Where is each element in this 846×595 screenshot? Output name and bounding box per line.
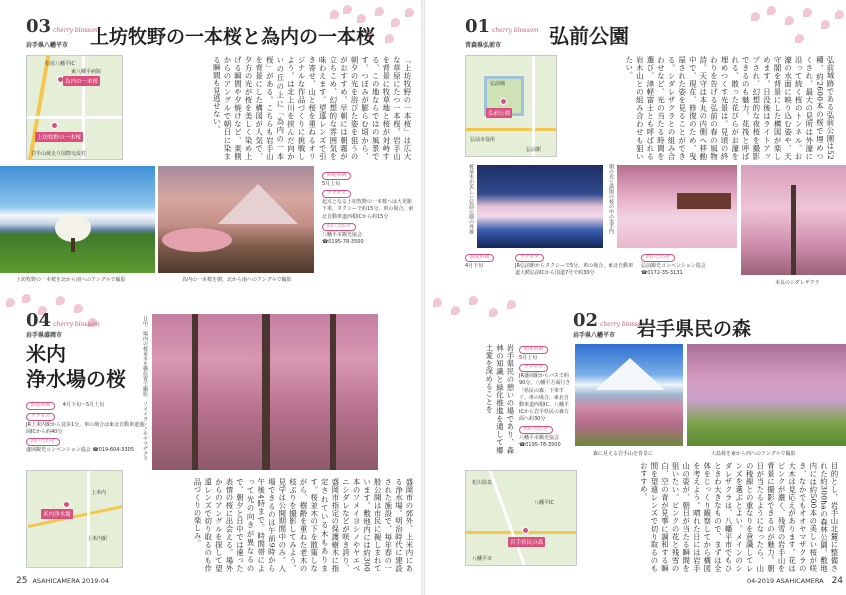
photo-oshima-cherry: [687, 344, 846, 446]
spot-body-text: 「上坊牧野の一本桜」は広大な草原にたつ一本桜。岩手山を背景に牧草地と桜が対峙する、この地ならではの風景です。つぼみが膨らむ頃から、朝夕の光を浴びた姿を狙うのがおすすめ。早朝には朝霧が立ちこめ、幻想的な雰囲気を味わえます。望遠レンズで引き寄せ、山と桜を重ねるオリジナルな作品づくりに挑戦しよう。は北上川を挟んだ向かいの丘の上に「為内の一本桜」がある。こちらも岩手山を背景にした構図が人気で、夕方の光が桜を美しく染め上げる瞬間や夕焼けなど、東側からのアングルで朝日に染まる瞬間も見逃せない。: [212, 56, 412, 160]
spot-body-text: 盛岡市の郊外、上米内にある浄水場。明治時代に建設された施設で、毎年春の一般公開は市民に親しまれています。敷地内には約300本のソメイヨシノやヤエベニシダレなどが咲き誇り、盛岡市指定の保護樹木に指定されている木もあります。桜並木の下を散策しながら、樹齢を重ねた老木の枝ぶりを撮影してみよう。見学は公開期間中のみ。入場できるのは午前9時から午後4時まで。時間帯によって光の向きが異なるので、朝夕と日中では違った表情の桜に出会える。場外からのアングルを探して望遠レンズで切り取るのも作品づくりの楽しみ。: [193, 478, 414, 572]
spot-title: 上坊牧野の一本桜と為内の一本桜: [90, 26, 376, 48]
spot-title: 米内 浄水場の桜: [26, 342, 126, 391]
photo-mountain-cherry: [575, 344, 683, 446]
contact-badge: 問い合わせ: [641, 254, 675, 262]
left-page: [0, 0, 421, 595]
spot-number: 03 cherry blossom: [26, 16, 100, 37]
location-pin-icon: [522, 527, 529, 534]
map-tag: 弘前公園: [486, 108, 512, 118]
photo-caption: 上坊牧野の一本桜を北から南へのアングルで撮影: [16, 277, 126, 283]
photo-weeping-cherry: [741, 165, 846, 275]
location-pin-icon: [63, 501, 70, 508]
photo-tree-morning-mist: [158, 166, 314, 273]
cherry-blossom-decoration-icon: [745, 2, 845, 52]
access-badge: アクセス: [519, 364, 548, 372]
map-tag: 上坊牧野の一本桜: [35, 132, 83, 142]
access-badge: アクセス: [515, 254, 544, 262]
map-tag: 為内の一本桜: [63, 76, 100, 86]
spot-title: 岩手県民の森: [637, 318, 752, 340]
info-box: 開花時期 4月下旬～5月上旬 アクセス JR上米内駅から徒歩1分。車の場合は東北自動車道盛岡ICから約40分 問い合わせ 盛岡観光コンベンション協会 ☎019-604-3305: [26, 402, 145, 454]
spot-number: 01 cherry blossom: [465, 16, 539, 37]
photo-caption: 桜並木が美しい弘前公園の外濠: [468, 164, 474, 234]
access-badge: アクセス: [322, 190, 351, 198]
photo-caption: 森に見える岩手山を背景に: [593, 451, 654, 457]
bloom-badge: 開花時期: [519, 346, 548, 354]
info-box: 開花時期 5月上旬 アクセス JR盛岡駅からバスで約90分。八幡平方面行き「県民の森」下車すぐ。車の場合、東北自動車道西根IC、八幡平ICから岩手県民の森方面へ約30分 問い合わせ 八幡平市観光協会 ☎0195-78-3500: [519, 347, 571, 448]
spot-body-text: 目的とし、岩手山北麓に整備された約300haの森林公園。敷地内には約500本の美しい桜が咲き、なかでもオオヤマザクラの大木は見応えがあります。花はピンクが濃く、残雪の岩手山を背景に撮影できるのが魅力。朝日が当たるようになったら、山の稜線との重なりを意識してレンズを選ぶとよい。メインのシダレザクラは、八幡平市でもひときわ大きなもので、まずは全体をじっくり観察してから構図を考えよう。晴れた日には岩手山の姿が、朝日が当たる瞬間を狙いたい。ピンクの花と残雪の白、空の青が見事に調和する瞬間を望遠レンズで切り取るのもおすすめ。: [639, 462, 839, 572]
photo-gate-cherry: [617, 165, 737, 248]
area-map: 松尾八幡平IC 東八幡平病院 為内の一本桜 上坊牧野の一本桜 岩手山焼走り国際交流村: [26, 55, 123, 160]
map-tag: 米内浄水場: [41, 509, 73, 519]
spot-place: 青森県弘前市: [465, 42, 502, 49]
bloom-badge: 開花時期: [26, 402, 55, 410]
area-map: 米内浄水場 上米内 上米内駅: [26, 470, 123, 568]
bloom-badge: 開花時期: [465, 254, 494, 262]
page-folio: 04-2019 ASAHICAMERA 24: [747, 576, 844, 586]
spot-lead-text: 岩手県民の憩いの場であり、森林の知識と緑化推進を通して郷土愛を深めることを: [484, 344, 515, 454]
access-badge: アクセス: [26, 413, 55, 421]
photo-moat-cherry-trees: [477, 165, 603, 248]
cherry-blossom-decoration-icon: [427, 294, 527, 334]
photo-caption: 本丸のシダレザクラ: [775, 280, 820, 286]
spot-place: 岩手県八幡平市: [26, 42, 69, 49]
spot-number: 04 cherry blossom: [26, 310, 100, 331]
spot-place: 岩手県八幡平市: [573, 332, 616, 339]
contact-badge: 問い合わせ: [322, 223, 356, 231]
page-folio: 25 ASAHICAMERA 2019-04: [16, 576, 110, 586]
spot-title: 弘前公園: [549, 24, 629, 48]
spot-number: 02 cherry blossom: [573, 310, 647, 331]
photo-tree-with-mountain: [0, 166, 155, 273]
area-map: 弘前城 弘前公園 弘前市役所 弘前駅: [465, 55, 557, 157]
bloom-badge: 開花時期: [322, 172, 351, 180]
location-pin-icon: [500, 98, 507, 105]
contact-badge: 問い合わせ: [519, 426, 553, 434]
info-box: 開花時期 5月上旬 アクセス 起点となる上坊牧野の一本桜へは大更駅下車、タクシーで約15分。車の場合、東北自動車道西根ICから約15分 問い合わせ 八幡平市観光協会 ☎0195-78-3500: [322, 173, 414, 246]
photo-cherry-avenue: [152, 314, 378, 470]
spot-place: 岩手県盛岡市: [26, 332, 63, 339]
area-map: 松川温泉 八幡平IC 岩手県民の森 八幡平市: [465, 470, 577, 566]
photo-caption: 大島桜を東から西へのアングルで撮影: [711, 451, 796, 457]
right-page: 01 cherry blossom 青森県弘前市 弘前公園 弘前城 弘前公園 弘前市役所 弘前駅 弘前城跡である弘前公園は52種、約2600本の桜で埋めつくされ、最大の見所は外濠に沿って続く桜のトンネル。お濠の水面に映り込む姿や、天守閣を背景にした構図が楽しめます。日没後はライトアップされ、幻想的な夜桜を撮影できるのも魅力。花筏と呼ばれる、散った花びらがお濠を埋めつくす光景は、見頃の終わりを告げる弘前の春の風物詩。天守は本丸の内側へ移動中で、現在、修復のため、曳屋された姿を見ることができる。シダレザクラとの組み合わせなど、光の当たる時間を選び、津軽富士とも呼ばれる岩木山との組み合わせも狙いたい。 桜並木が美しい弘前公園の外濠 朝の光と満開の桜の中の追手門 本丸のシダレザクラ 開花時期 4月下旬 アクセス JR弘前駅からタクシーで5分。車の場合、東北自動車道大鰐弘前ICから国道7号で約30分 問い合わせ 弘前観光コンベンション協会 ☎0172-35-3131 02 cherry blossom 岩手県八幡平市 岩手県民の森 岩手県民の憩いの場であり、森林の知識と緑化推進を通して郷土愛を深めることを 開花時期 5月上旬 アクセス JR盛岡駅からバスで約90分。八幡平方面行き「県民の森」下車すぐ。車の場合、東北自動車道西根IC、八幡平ICから岩手県民の森方面へ約30分 問い合わせ 八幡平市観光協会 ☎0195-78-3500 森に見える岩手山を背景に 大島桜を東から西へのアングルで撮影 松川温泉 八幡平IC 岩手県民の森 八幡平市 目的とし、岩手山北麓に整備された約300haの森林公園。敷地内には約500本の美しい桜が咲き、なかでもオオヤマザクラの大木は見応えがあります。花はピンクが濃く、残雪の岩手山を背景に撮影できるのが魅力。朝日が当たるようになったら、山の稜線との重なりを意識してレンズを選ぶとよい。メインのシダレザクラは、八幡平市でもひときわ大きなもので、まずは全体をじっくり観察してから構図を考えよう。晴れた日には岩手山の姿が、朝日が当たる瞬間を狙いたい。ピンクの花と残雪の白、空の青が見事に調和する瞬間を望遠レンズで切り取るのもおすすめ。 04-2019 ASAHICAMERA 24: [425, 0, 846, 595]
spot-body-text: 弘前城跡である弘前公園は52種、約2600本の桜で埋めつくされ、最大の見所は外濠に沿って続く桜のトンネル。お濠の水面に映り込む姿や、天守閣を背景にした構図が楽しめます。日没後はライトアップされ、幻想的な夜桜を撮影できるのも魅力。花筏と呼ばれる、散った花びらがお濠を埋めつくす光景は、見頃の終わりを告げる弘前の春の風物詩。天守は本丸の内側へ移動中で、現在、修復のため、曳屋された姿を見ることができる。シダレザクラとの組み合わせなど、光の当たる時間を選び、津軽富士とも呼ばれる岩木山との組み合わせも狙いたい。: [624, 56, 835, 160]
map-tag: 岩手県民の森: [508, 537, 545, 547]
photo-caption: 為内の一本桜を朝、北から南へのアングルで撮影: [182, 277, 292, 283]
photo-caption: 日中、場内の桜並木を横位置で撮影。ソメイヨシノやヤマザクラ: [142, 316, 148, 461]
location-pin-icon: [51, 122, 58, 129]
contact-badge: 問い合わせ: [26, 438, 60, 446]
photo-caption: 朝の光と満開の桜の中の追手門: [608, 164, 614, 234]
